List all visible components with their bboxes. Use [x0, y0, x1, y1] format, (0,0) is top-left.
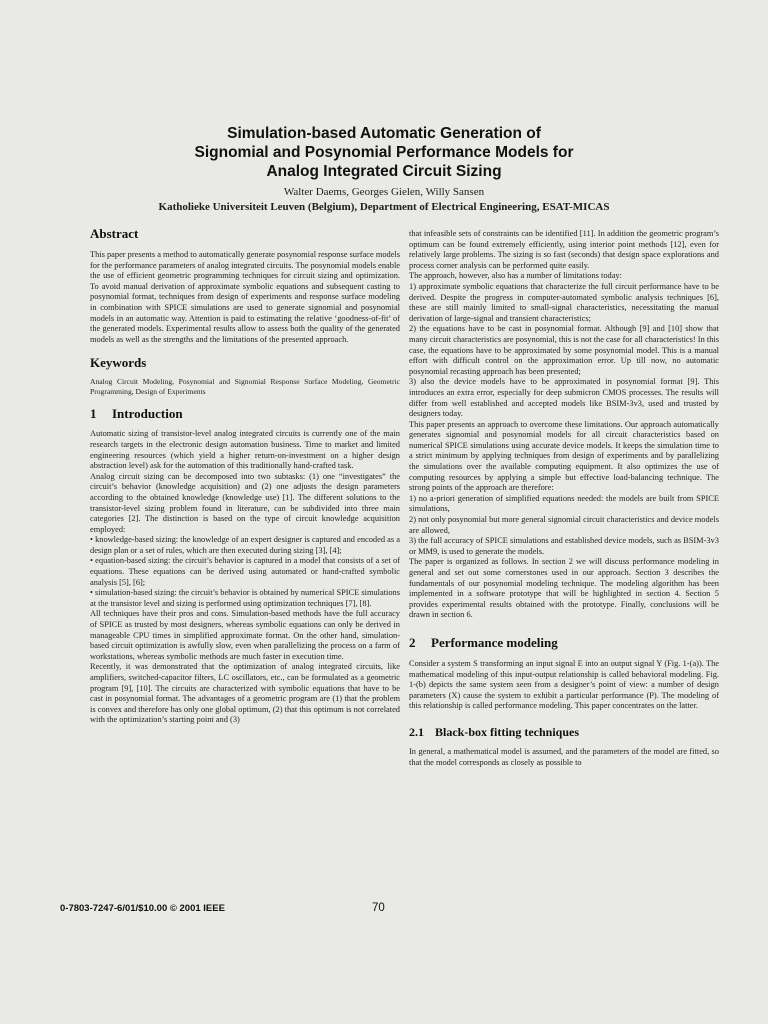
section-number: 2: [409, 634, 416, 650]
list-item: 3) the full accuracy of SPICE simulations and established device models, such as BSIM-3v3 or MM9, is used to generate the models.: [409, 536, 719, 556]
keywords-text: Analog Circuit Modeling, Posynomial and Signomial Response Surface Modeling, Geometric Programming, Design of Experiments: [90, 377, 400, 397]
paragraph: Analog circuit sizing can be decomposed into two subtasks: (1) one “investigates” the circuit’s behavior (knowledge acquisition) and (2) one adjusts the design parameters according to the obtained knowledge (knowledge use) [1]. The different solutions to the transistor-level sizing problem found in literature, can be subdivided into three main categories [2]. The distinction is based on the type of circuit knowledge acquisition employed:: [90, 471, 400, 534]
list-item: 2) not only posynomial but more general signomial circuit characteristics and device models are allowed,: [409, 515, 719, 535]
paragraph: that infeasible sets of constraints can be identified [11]. In addition the geometric program’s optimum can be found extremely efficiently, using interior point methods [12], even for relatively large problems. The sizing is so fast (seconds) that design space explorations and process corner analysis can be performed quite easily.: [409, 229, 719, 270]
title-line-1: Simulation-based Automatic Generation of: [227, 125, 541, 142]
subsection-heading-black-box: [409, 725, 719, 740]
section-heading-introduction: [90, 406, 400, 422]
list-item: • knowledge-based sizing: the knowledge of an expert designer is captured and encoded as a design plan or a set of rules, which are then executed during sizing [3], [4];: [90, 535, 400, 555]
copyright-footer: 0-7803-7247-6/01/$10.00 © 2001 IEEE: [60, 903, 225, 914]
paragraph: Recently, it was demonstrated that the optimization of analog integrated circuits, like amplifiers, switched-capacitor filters, LC oscillators, etc., can be formulated as a geometric program [9], [10]. The circuits are characterized with symbolic equations that have to be cast in posynomial format. The advantages of a geometric program are (1) that the problem is convex and therefore has only one global optimum, (2) that this optimum is not correlated with the optimization’s starting point and (3): [90, 662, 400, 725]
list-item: 3) also the device models have to be approximated in posynomial format [9]. This introduces an extra error, especially for deep submicron CMOS processes. The results will differ from well established and accepted models like BSIM-3v3, used and trusted by designers today.: [409, 377, 719, 419]
section-heading-performance-modeling: [409, 635, 719, 651]
section-number: 1: [90, 406, 97, 422]
paragraph: In general, a mathematical model is assumed, and the parameters of the model are fitted, so that the model corresponds as closely as possible to: [409, 746, 719, 767]
section-title: Performance modeling: [431, 634, 558, 650]
subsection-number: 2.1: [409, 724, 424, 739]
affiliation: Katholieke Universiteit Leuven (Belgium), Department of Electrical Engineering, ESAT-MICAS: [158, 201, 610, 213]
list-item: • equation-based sizing: the circuit’s behavior is captured in a model that consists of a set of equations. These equations can be derived using automated or hand-crafted symbolic analysis [5], [6];: [90, 556, 400, 587]
paper-title: [120, 124, 648, 181]
paragraph: All techniques have their pros and cons. Simulation-based methods have the full accuracy of SPICE as trusted by most designers, whereas symbolic equations can only be derived in manageable CPU times in simplified approximate format. On the other hand, simulation-based circuit optimization is awfully slow, even when parallelizing the process on a farm of workstations, whereas symbolic methods are much faster in execution time.: [90, 609, 400, 661]
subsection-title: Black-box fitting techniques: [435, 724, 580, 739]
left-column: [90, 226, 400, 726]
paragraph: Consider a system S transforming an input signal E into an output signal Y (Fig. 1-(a)). The mathematical modeling of this input-output relationship is called behavioral modeling. Fig. 1-(b) depicts the same system seen from a designer’s point of view: a number of design parameters (X) cause the system to exhibit a particular performance (P). The modeling of this relationship is called performance modeling. This paper concentrates on the latter.: [409, 658, 719, 711]
right-column: [409, 229, 719, 768]
title-line-2: Signomial and Posynomial Performance Models for: [194, 144, 574, 161]
title-line-3: Analog Integrated Circuit Sizing: [266, 163, 502, 180]
list-item: 1) approximate symbolic equations that characterize the full circuit performance have to be derived. Despite the progress in computer-automated symbolic analysis techniques [6], these are still mainly limited to small-signal characteristics, necessitating the manual derivation of large-signal and transient characteristics;: [409, 281, 719, 323]
paragraph: Automatic sizing of transistor-level analog integrated circuits is currently one of the main research targets in the electronic design automation business. Time to market and limited engineering resources (which yield a higher return-on-investment on a higher design abstraction level) ask for the automation of this traditionally hand-crafted task.: [90, 429, 400, 471]
list-item: 2) the equations have to be cast in posynomial format. Although [9] and [10] show that many circuit characteristics are posynomial, this is not the case for all characteristics! In this case, the equations have to be approximated by some posynomial model. This is a manual effort with difficult control on the approximation error. Up till now, no automatic posynomial recasting approach has been presented;: [409, 324, 719, 376]
abstract-text: This paper presents a method to automatically generate posynomial response surface models for the performance parameters of analog integrated circuits. The posynomial models enable the use of efficient geometric programming techniques for circuit sizing and optimization. To avoid manual derivation of approximate symbolic equations and subsequent casting to posynomial format, techniques from design of experiments and response surface modeling in combination with SPICE simulations are used to generate signomial and posynomial models in an automatic way. Attention is paid to estimating the relative ‘goodness-of-fit’ of the generated models. Experimental results allow to assess both the quality of the generated models as well as the strengths and the limitations of the presented approach.: [90, 250, 401, 344]
paragraph: This paper presents an approach to overcome these limitations. Our approach automatically generates signomial and posynomial models for all circuit characteristics based on numerical SPICE simulations using accurate device models. It keeps the simulation time to a strict minimum by applying techniques from design of experiments and by parallelizing the simulations over the available computing equipment. It also optimizes the use of computing resources by applying a simple but effective load-balancing technique. The strong points of the approach are therefore:: [409, 419, 719, 493]
section-title: Introduction: [112, 406, 183, 422]
authors: Walter Daems, Georges Gielen, Willy Sansen: [283, 186, 485, 198]
list-item: 1) no a-priori generation of simplified equations needed: the models are built from SPICE simulations,: [409, 493, 719, 514]
abstract-heading: Abstract: [90, 226, 139, 241]
list-item: • simulation-based sizing: the circuit’s behavior is obtained by numerical SPICE simulations at the transistor level and sizing is performed using optimization techniques [7], [8].: [90, 588, 400, 608]
page-number: 70: [372, 902, 385, 914]
paragraph: The approach, however, also has a number of limitations today:: [409, 271, 622, 281]
keywords-heading: Keywords: [90, 355, 147, 371]
paragraph: The paper is organized as follows. In section 2 we will discuss performance modeling in general and set out some cornerstones used in our approach. Section 3 describes the fundamentals of our posynomial modeling technique. The modeling algorithm has been implemented in a software prototype that will be highlighted in section 4. Section 5 provides experimental results obtained with the prototype. Finally, conclusions will be drawn in section 6.: [409, 557, 719, 620]
